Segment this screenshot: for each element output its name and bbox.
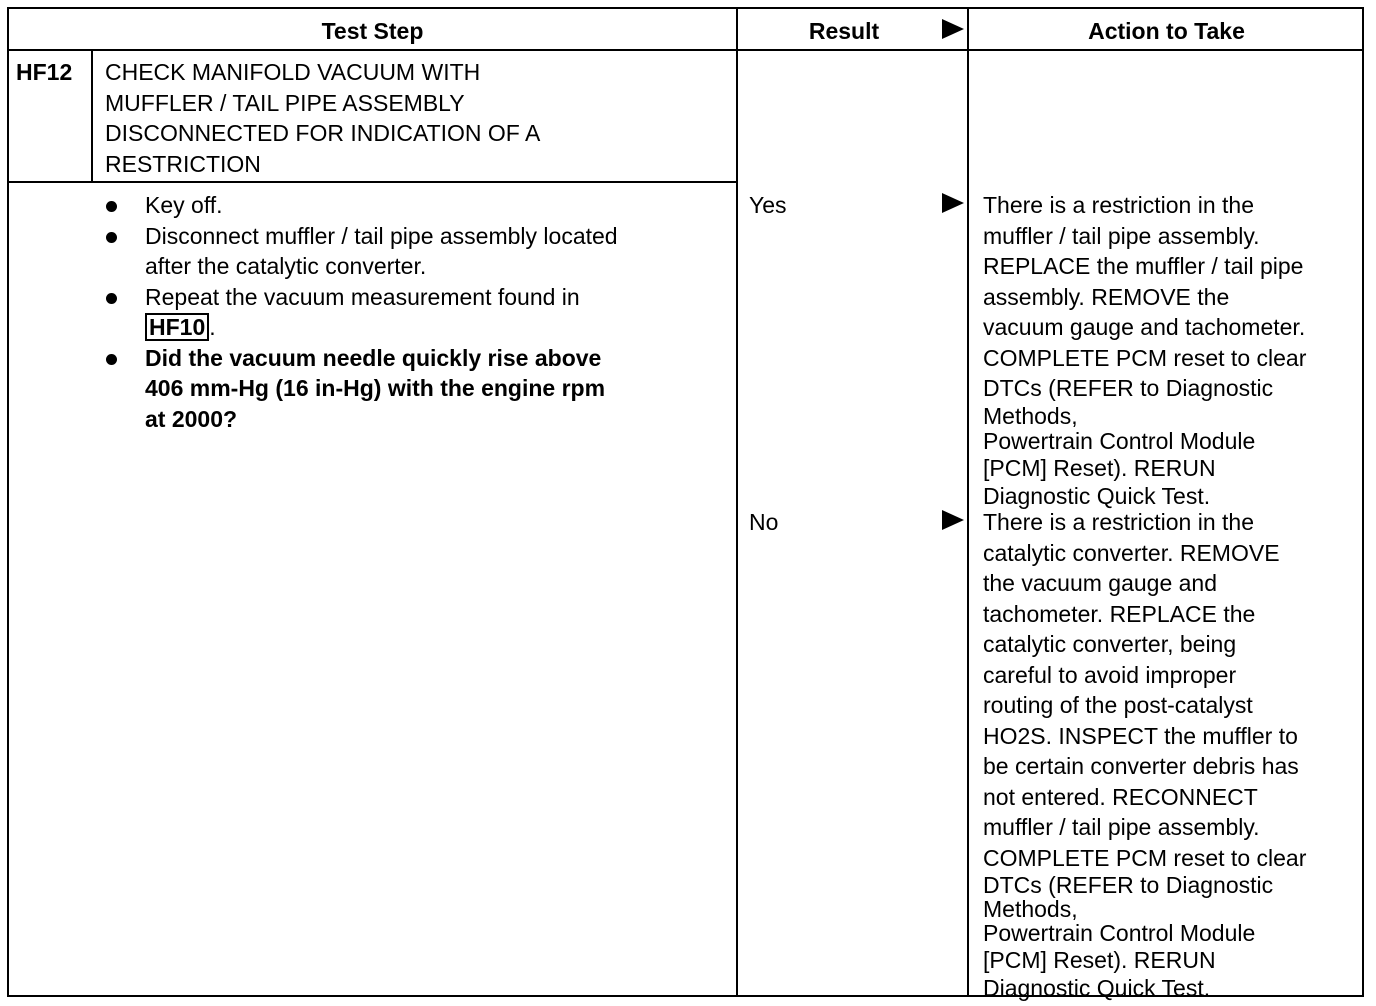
step-title-line: CHECK MANIFOLD VACUUM WITH [105,59,481,85]
action-line: [PCM] Reset). RERUN [983,947,1216,973]
action-line: not entered. RECONNECT [983,783,1258,810]
action-line: There is a restriction in the [983,192,1255,218]
action-line: tachometer. REPLACE the [983,600,1256,627]
arrow-icon [942,193,964,213]
action-line: DTCs (REFER to Diagnostic [983,872,1274,898]
result-no: No [749,509,779,535]
instruction-line: Repeat the vacuum measurement found in [145,283,580,310]
action-line: Methods, [983,896,1078,922]
instruction-line: Key off. [145,192,223,218]
question-line: Did the vacuum needle quickly rise above [145,344,602,371]
arrow-icon [942,19,964,39]
action-line: muffler / tail pipe assembly. [983,814,1260,840]
header-action: Action to Take [1088,18,1245,44]
action-line: muffler / tail pipe assembly. [983,222,1260,249]
bullet-icon [106,201,117,212]
step-title-divider [9,181,738,183]
column-divider [967,9,969,997]
result-yes: Yes [749,192,787,218]
action-line: assembly. REMOVE the [983,283,1230,310]
action-line: careful to avoid improper [983,661,1237,688]
step-reference-link[interactable]: HF10 [145,313,209,341]
action-line: There is a restriction in the [983,509,1255,535]
action-line: Powertrain Control Module [983,427,1256,454]
question-line: 406 mm-Hg (16 in-Hg) with the engine rpm [145,375,606,401]
header-result: Result [808,18,880,44]
instruction-line: after the catalytic converter. [145,253,427,279]
instruction-line [145,312,216,343]
action-line: Powertrain Control Module [983,920,1256,946]
bullet-icon [106,232,117,243]
action-line: Methods, [983,402,1078,429]
action-line: HO2S. INSPECT the muffler to [983,722,1298,749]
action-line: COMPLETE PCM reset to clear [983,344,1307,371]
step-id: HF12 [16,59,73,85]
action-line: DTCs (REFER to Diagnostic [983,375,1274,401]
step-id-divider [91,49,93,183]
action-line: REPLACE the muffler / tail pipe [983,253,1304,279]
header-test-step: Test Step [321,18,424,44]
step-title-line: RESTRICTION [105,150,261,177]
action-line: the vacuum gauge and [983,570,1218,596]
action-line: Diagnostic Quick Test. [983,975,1211,1001]
action-line: Diagnostic Quick Test. [983,482,1211,509]
action-line: COMPLETE PCM reset to clear [983,844,1307,871]
action-no [983,507,1306,1002]
step-title-line: DISCONNECTED FOR INDICATION OF A [105,120,541,146]
action-line: catalytic converter, being [983,631,1237,657]
action-yes [983,190,1306,510]
step-title-line: MUFFLER / TAIL PIPE ASSEMBLY [105,89,465,116]
arrow-icon [942,510,964,530]
instruction-line: Disconnect muffler / tail pipe assembly located [145,222,618,249]
bullet-icon [106,293,117,304]
question-line: at 2000? [145,405,238,432]
ref-suffix: . [209,314,216,340]
action-line: vacuum gauge and tachometer. [983,314,1306,340]
action-line: [PCM] Reset). RERUN [983,454,1216,481]
bullet-icon [106,354,117,365]
action-line: catalytic converter. REMOVE [983,539,1280,566]
column-divider [736,9,738,997]
diagnostic-table [7,7,1364,1001]
action-line: be certain converter debris has [983,753,1299,779]
action-line: routing of the post-catalyst [983,692,1253,718]
